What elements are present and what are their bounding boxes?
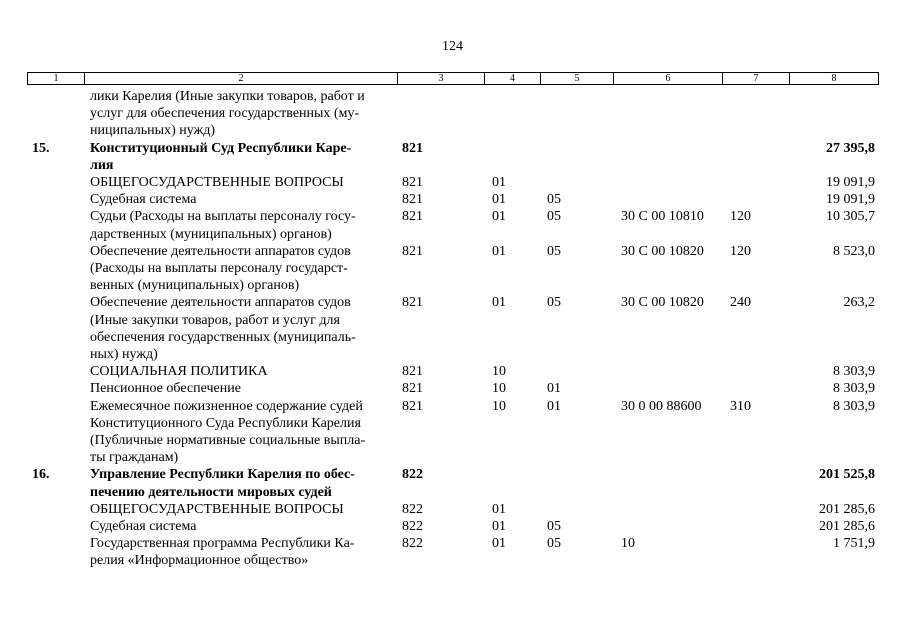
table-row: [27, 466, 879, 500]
section-code: 01: [492, 192, 506, 208]
target-article: 10: [621, 536, 635, 552]
item-name-line: Судьи (Расходы на выплаты персоналу госу-: [90, 209, 356, 225]
item-name-line: Обеспечение деятельности аппаратов судов: [90, 295, 351, 311]
item-name-line: ОБЩЕГОСУДАРСТВЕННЫЕ ВОПРОСЫ: [90, 501, 344, 517]
table-row: [27, 208, 879, 242]
department-code: 822: [402, 536, 423, 552]
amount: 8 303,9: [833, 364, 875, 380]
item-name: [90, 466, 395, 500]
section-code: 10: [492, 398, 506, 414]
item-name-line: (Расходы на выплаты персоналу государст-: [90, 261, 348, 277]
item-name: [90, 380, 395, 397]
section-code: 01: [492, 243, 506, 259]
subsection-code: 05: [547, 295, 561, 311]
department-code: 821: [402, 140, 423, 156]
expense-type: 120: [730, 243, 751, 259]
header-col-4: 4: [485, 73, 541, 84]
table-row: [27, 363, 879, 380]
header-col-6: 6: [614, 73, 723, 84]
item-name-line: ниципальных) нужд): [90, 123, 215, 139]
item-name: [90, 243, 395, 295]
department-code: 821: [402, 295, 423, 311]
item-name-line: Судебная система: [90, 519, 197, 535]
subsection-code: 05: [547, 243, 561, 259]
amount: 201 525,8: [819, 467, 875, 483]
item-name: [90, 174, 395, 191]
subsection-code: 05: [547, 209, 561, 225]
item-name: [90, 398, 395, 467]
table-row: [27, 398, 879, 467]
subsection-code: 01: [547, 398, 561, 414]
header-col-8: 8: [831, 73, 837, 84]
header-col-1: 1: [28, 73, 85, 84]
item-name-line: (Иные закупки товаров, работ и услуг для: [90, 312, 340, 328]
target-article: 30 С 00 10820: [621, 243, 704, 259]
item-name-line: венных (муниципальных) органов): [90, 278, 300, 294]
item-name-line: лики Карелия (Иные закупки товаров, работ и: [90, 89, 365, 104]
table-row: [27, 140, 879, 174]
amount: 10 305,7: [826, 209, 875, 225]
header-col-2: 2: [85, 73, 398, 84]
section-code: 10: [492, 381, 506, 397]
item-name: [90, 535, 395, 569]
target-article: 30 С 00 10810: [621, 209, 704, 225]
item-name-line: услуг для обеспечения государственных (му-: [90, 106, 360, 122]
department-code: 821: [402, 243, 423, 259]
subsection-code: 01: [547, 381, 561, 397]
row-number: 15.: [32, 140, 50, 156]
item-name-line: Государственная программа Республики Ка-: [90, 536, 355, 552]
section-code: 01: [492, 501, 506, 517]
department-code: 821: [402, 398, 423, 414]
page-number: 124: [442, 39, 463, 54]
amount: 201 285,6: [819, 519, 875, 535]
section-code: 01: [492, 536, 506, 552]
expense-type: 240: [730, 295, 751, 311]
item-name-line: релия «Информационное общество»: [90, 553, 309, 569]
subsection-code: 05: [547, 519, 561, 535]
item-name-line: Обеспечение деятельности аппаратов судов: [90, 243, 351, 259]
table-row: [27, 191, 879, 208]
header-col-7: 7: [723, 73, 790, 84]
table-row: [27, 174, 879, 191]
table-row: [27, 380, 879, 397]
item-name-line: обеспечения государственных (муниципаль-: [90, 329, 356, 345]
item-name: [90, 294, 395, 363]
table-row: [27, 294, 879, 363]
item-name-line: ты гражданам): [90, 450, 179, 466]
item-name-line: Конституционный Суд Республики Каре-: [90, 140, 352, 156]
item-name-line: ОБЩЕГОСУДАРСТВЕННЫЕ ВОПРОСЫ: [90, 175, 344, 191]
target-article: 30 0 00 88600: [621, 398, 702, 414]
amount: 27 395,8: [826, 140, 875, 156]
item-name-line: (Публичные нормативные социальные выпла-: [90, 433, 366, 449]
section-code: 01: [492, 175, 506, 191]
department-code: 822: [402, 519, 423, 535]
section-code: 01: [492, 209, 506, 225]
department-code: 821: [402, 364, 423, 380]
item-name: [90, 208, 395, 242]
amount: 8 303,9: [833, 381, 875, 397]
item-name: [90, 140, 395, 174]
item-name-line: лия: [90, 157, 114, 173]
item-name-line: Пенсионное обеспечение: [90, 381, 241, 397]
amount: 8 303,9: [833, 398, 875, 414]
expense-type: 310: [730, 398, 751, 414]
target-article: 30 С 00 10820: [621, 295, 704, 311]
subsection-code: 05: [547, 536, 561, 552]
item-name: [90, 501, 395, 518]
row-number: 16.: [32, 467, 50, 483]
amount: 19 091,9: [826, 192, 875, 208]
header-col-3: 3: [398, 73, 485, 84]
item-name: [90, 88, 395, 140]
item-name-line: Судебная система: [90, 192, 197, 208]
department-code: 821: [402, 192, 423, 208]
item-name-line: СОЦИАЛЬНАЯ ПОЛИТИКА: [90, 364, 268, 380]
department-code: 821: [402, 175, 423, 191]
item-name: [90, 363, 395, 380]
header-col-5: 5: [541, 73, 614, 84]
amount: 8 523,0: [833, 243, 875, 259]
section-code: 01: [492, 295, 506, 311]
amount: 201 285,6: [819, 501, 875, 517]
department-code: 822: [402, 467, 423, 483]
table-header: [27, 72, 879, 85]
amount: 263,2: [843, 295, 875, 311]
section-code: 10: [492, 364, 506, 380]
department-code: 821: [402, 209, 423, 225]
amount: 19 091,9: [826, 175, 875, 191]
table-row: [27, 535, 879, 569]
amount: 1 751,9: [833, 536, 875, 552]
expense-type: 120: [730, 209, 751, 225]
item-name-line: дарственных (муниципальных) органов): [90, 226, 332, 242]
department-code: 822: [402, 501, 423, 517]
item-name-line: ных) нужд): [90, 347, 158, 363]
subsection-code: 05: [547, 192, 561, 208]
budget-table: [27, 88, 879, 570]
item-name-line: Ежемесячное пожизненное содержание судей: [90, 398, 363, 414]
table-row: [27, 501, 879, 518]
table-row: [27, 518, 879, 535]
table-row: [27, 243, 879, 295]
item-name: [90, 191, 395, 208]
item-name-line: Управление Республики Карелия по обес-: [90, 467, 355, 483]
table-row: [27, 88, 879, 140]
item-name-line: Конституционного Суда Республики Карелия: [90, 415, 361, 431]
item-name: [90, 518, 395, 535]
item-name-line: печению деятельности мировых судей: [90, 484, 332, 500]
section-code: 01: [492, 519, 506, 535]
department-code: 821: [402, 381, 423, 397]
